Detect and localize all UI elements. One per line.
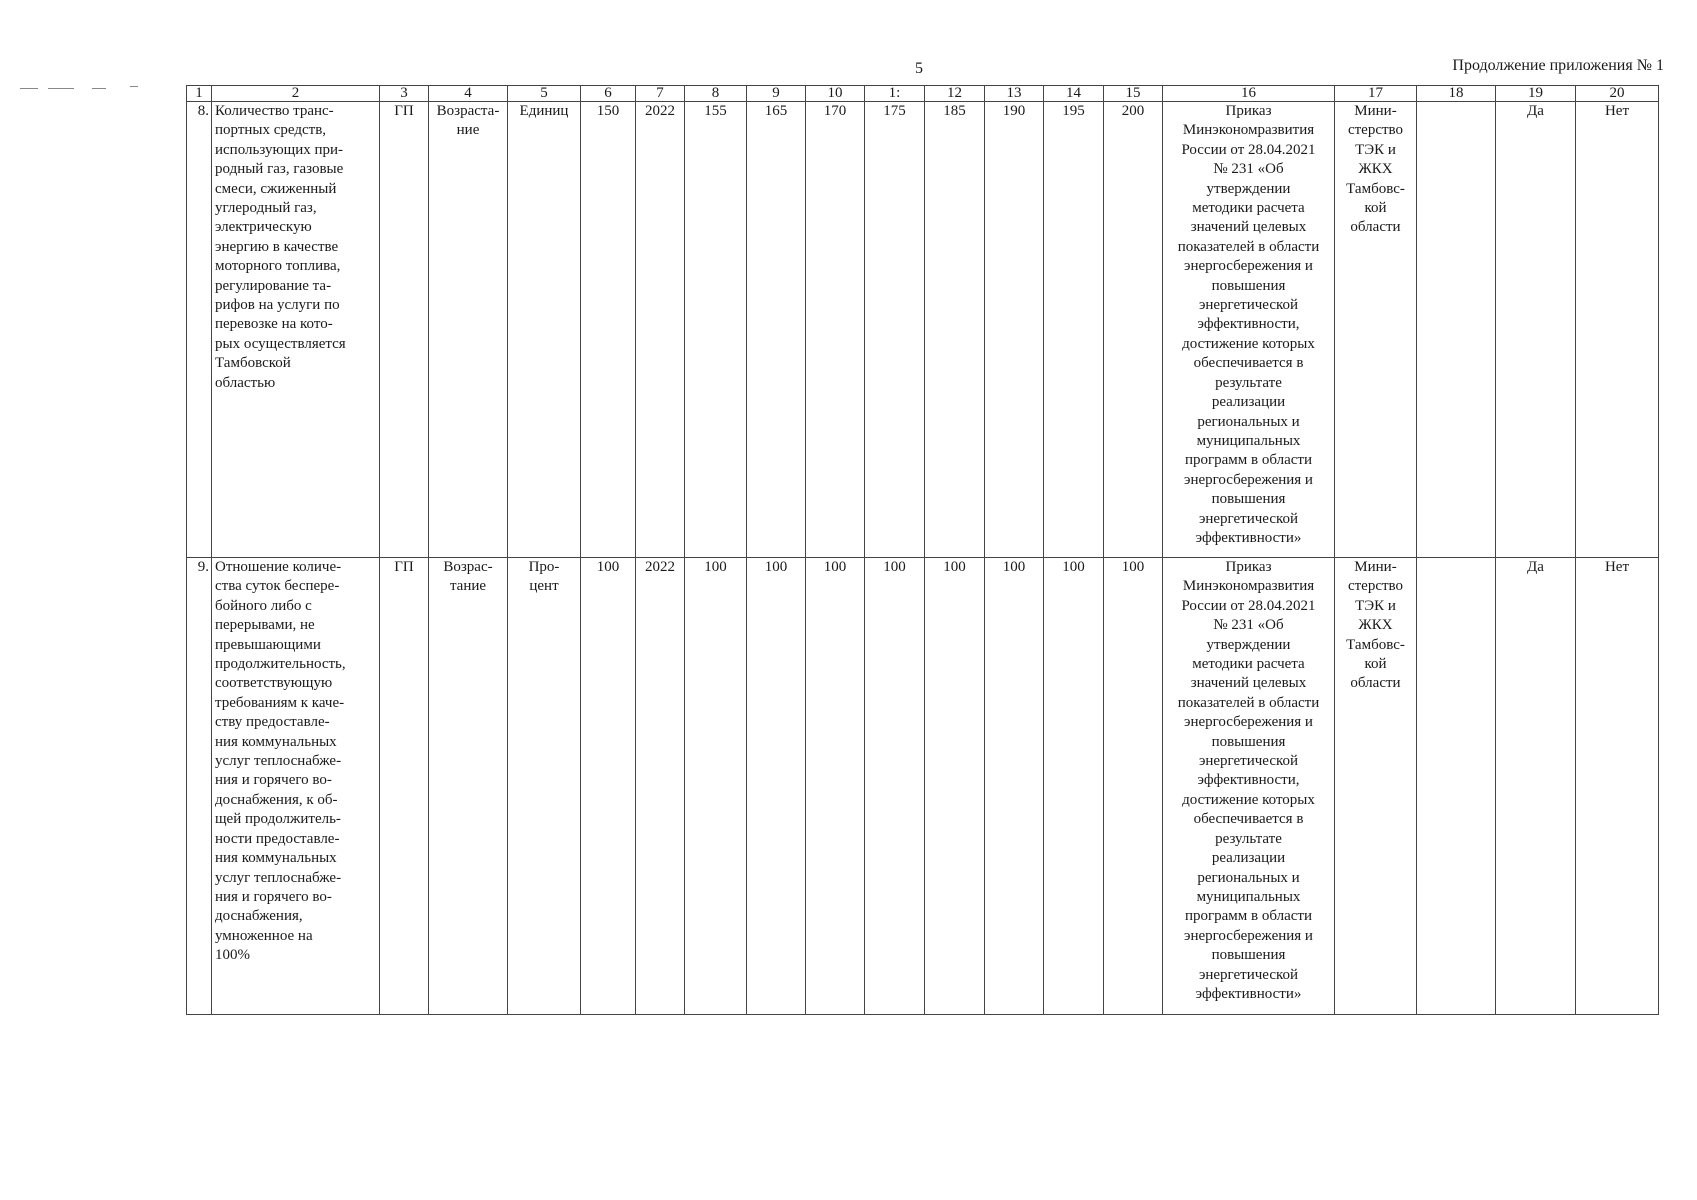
column-header: 2 [212,86,380,102]
unit-of-measure: Единиц [508,102,581,558]
year-value: 100 [1104,558,1163,1015]
year-value: 195 [1044,102,1104,558]
year-value: 170 [806,102,865,558]
indicator-name: Количество транс- портных средств, использующих при- родный газ, газовые смеси, сжиженный углеродный газ, электрическую энергию в качестве моторного топлива, регулирование та- рифов на услуги по перевозке на кото- рых осуществляется Тамбовской областью [212,102,380,558]
scan-mark [20,88,38,89]
column-header: 12 [925,86,985,102]
column-18-cell [1417,102,1496,558]
column-header: 3 [380,86,429,102]
base-year: 2022 [636,558,685,1015]
responsible-body: Мини- стерство ТЭК и ЖКХ Тамбовс- кой области [1335,102,1417,558]
program-type: ГП [380,558,429,1015]
year-value: 190 [985,102,1044,558]
column-18-cell [1417,558,1496,1015]
column-header: 20 [1576,86,1659,102]
column-number-row [187,86,1659,102]
year-value: 100 [1044,558,1104,1015]
column-header: 10 [806,86,865,102]
regulatory-document: Приказ Минэкономразвития России от 28.04.2021 № 231 «Об утверждении методики расчета значений целевых показателей в области энергосбережения и повышения энергетической эффективности, достижение которых обеспечивается в результате реализации региональных и муниципальных программ в области энергосбережения и повышения энергетической эффективности» [1163,558,1335,1015]
year-value: 200 [1104,102,1163,558]
column-header: 1 [187,86,212,102]
column-20-cell: Нет [1576,102,1659,558]
column-header: 19 [1496,86,1576,102]
column-header: 15 [1104,86,1163,102]
indicator-name: Отношение количе- ства суток беспере- бойного либо с перерывами, не превышающими продолжительность, соответствующую требованиям к каче- ству предоставле- ния коммунальных услуг теплоснабже- ния и горячего во- доснабжения, к об- щей продолжитель- ности предоставле- ния коммунальных услуг теплоснабже- ния и горячего во- доснабжения, умноженное на 100% [212,558,380,1015]
column-header: 9 [747,86,806,102]
column-header: 4 [429,86,508,102]
continuation-note: Продолжение приложения № 1 [1452,57,1664,74]
year-value: 155 [685,102,747,558]
column-20-cell: Нет [1576,558,1659,1015]
year-value: 100 [865,558,925,1015]
regulatory-document: Приказ Минэкономразвития России от 28.04.2021 № 231 «Об утверждении методики расчета значений целевых показателей в области энергосбережения и повышения энергетической эффективности, достижение которых обеспечивается в результате реализации региональных и муниципальных программ в области энергосбережения и повышения энергетической эффективности» [1163,102,1335,558]
column-header: 8 [685,86,747,102]
year-value: 175 [865,102,925,558]
program-type: ГП [380,102,429,558]
column-19-cell: Да [1496,558,1576,1015]
column-header: 18 [1417,86,1496,102]
page-number: 5 [915,60,923,77]
table-row [187,102,1659,558]
base-year: 2022 [636,102,685,558]
row-number: 9. [187,558,212,1015]
table-row [187,558,1659,1015]
scan-mark [48,88,74,89]
year-value: 100 [806,558,865,1015]
column-header: 1: [865,86,925,102]
scan-mark [92,88,106,89]
trend-direction: Возрас- тание [429,558,508,1015]
column-header: 16 [1163,86,1335,102]
column-header: 13 [985,86,1044,102]
responsible-body: Мини- стерство ТЭК и ЖКХ Тамбовс- кой области [1335,558,1417,1015]
column-header: 17 [1335,86,1417,102]
year-value: 185 [925,102,985,558]
year-value: 100 [747,558,806,1015]
column-19-cell: Да [1496,102,1576,558]
row-number: 8. [187,102,212,558]
column-header: 14 [1044,86,1104,102]
indicators-table [186,85,1659,1015]
base-value: 150 [581,102,636,558]
year-value: 100 [985,558,1044,1015]
trend-direction: Возраста- ние [429,102,508,558]
column-header: 7 [636,86,685,102]
year-value: 100 [925,558,985,1015]
unit-of-measure: Про- цент [508,558,581,1015]
column-header: 5 [508,86,581,102]
scan-mark [130,86,138,87]
column-header: 6 [581,86,636,102]
base-value: 100 [581,558,636,1015]
year-value: 100 [685,558,747,1015]
year-value: 165 [747,102,806,558]
